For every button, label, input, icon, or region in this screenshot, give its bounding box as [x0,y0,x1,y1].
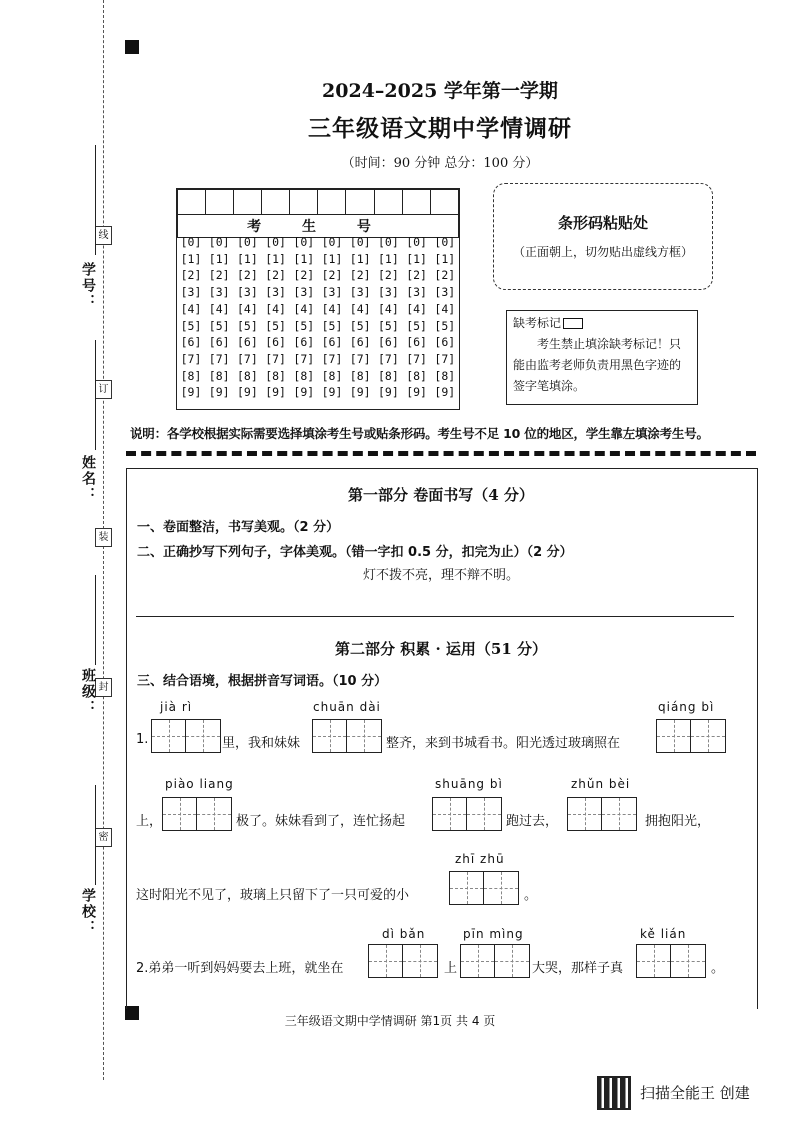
pinyin-zhizhu: zhī zhū [455,852,505,866]
digit-bubble[interactable]: [9] [293,385,315,400]
digit-bubble[interactable]: [0] [237,235,258,249]
digit-bubble[interactable]: [8] [237,368,258,383]
answer-boxes[interactable] [567,797,637,831]
digit-bubble[interactable]: [0] [265,235,286,249]
digit-bubble[interactable]: [2] [265,268,286,283]
digit-bubble[interactable]: [1] [293,251,315,266]
digit-bubble[interactable]: [6] [265,335,286,350]
digit-bubble[interactable]: [2] [321,268,343,283]
student-id-field[interactable] [95,145,97,255]
digit-bubble[interactable]: [4] [265,301,286,316]
digit-bubble[interactable]: [0] [180,235,202,249]
digit-bubble[interactable]: [6] [349,335,371,350]
name-label: 姓名： [80,455,96,503]
barcode-title: 条形码粘贴处 [557,214,648,232]
answer-boxes[interactable] [162,797,232,831]
digit-bubble[interactable]: [3] [378,285,399,300]
digit-bubble[interactable]: [8] [434,368,456,383]
digit-bubble[interactable]: [5] [208,318,230,333]
writing-line[interactable] [136,616,734,617]
sentence-text: 2.弟弟一听到妈妈要去上班，就坐在 [136,961,344,976]
digit-bubble[interactable]: [1] [378,251,399,266]
digit-bubble[interactable]: [9] [349,385,371,400]
digit-bubble[interactable]: [5] [321,318,343,333]
digit-bubble[interactable]: [2] [406,268,427,283]
exam-number-grid[interactable] [176,188,460,410]
digit-bubble[interactable]: [5] [406,318,427,333]
exam-number-column[interactable] [318,234,346,401]
digit-bubble[interactable]: [2] [180,268,202,283]
qr-code-icon [597,1076,631,1110]
digit-bubble[interactable]: [1] [349,251,371,266]
digit-bubble[interactable]: [4] [378,301,399,316]
digit-bubble[interactable]: [0] [378,235,399,249]
digit-bubble[interactable]: [8] [293,368,315,383]
page-title: 三年级语文期中学情调研 [308,115,572,142]
item-number: 1. [136,732,149,747]
digit-bubble[interactable]: [3] [321,285,343,300]
sentence-text: 这时阳光不见了，玻璃上只留下了一只可爱的小 [136,888,410,903]
year-term: 2024–2025 学年第一学期 [322,80,558,102]
digit-bubble[interactable]: [7] [406,351,427,366]
digit-bubble[interactable]: [5] [378,318,399,333]
scanner-watermark: 扫描全能王 创建 [640,1084,750,1102]
digit-bubble[interactable]: [1] [237,251,258,266]
sentence-text: 。 [711,961,725,976]
sentence-text: 拥抱阳光， [645,814,711,829]
digit-bubble[interactable]: [6] [321,335,343,350]
instruction-note: 说明：各学校根据实际需要选择填涂考生号或贴条形码。考生号不足 10 位的地区，学生靠左填涂考生号。 [130,426,709,441]
digit-bubble[interactable]: [1] [434,251,456,266]
digit-bubble[interactable]: [8] [265,368,286,383]
digit-bubble[interactable]: [6] [237,335,258,350]
digit-bubble[interactable]: [3] [265,285,286,300]
absent-box [506,310,698,405]
digit-bubble[interactable]: [2] [293,268,315,283]
digit-bubble[interactable]: [9] [265,385,286,400]
digit-bubble[interactable]: [1] [406,251,427,266]
answer-boxes[interactable] [368,944,438,978]
pinyin-shuangbi: shuāng bì [435,777,503,791]
digit-bubble[interactable]: [7] [208,351,230,366]
answer-boxes[interactable] [432,797,502,831]
sentence-text: 整齐，来到书城看书。阳光透过玻璃照在 [386,736,621,751]
pinyin-qiangbi: qiáng bì [658,700,715,714]
sentence-text: 上 [444,961,458,976]
digit-bubble[interactable]: [9] [237,385,258,400]
sentence-text: 极了。妹妹看到了，连忙扬起 [236,814,406,829]
sentence-text: 。 [524,888,538,903]
digit-bubble[interactable]: [1] [180,251,202,266]
digit-bubble[interactable]: [7] [265,351,286,366]
digit-bubble[interactable]: [2] [434,268,456,283]
digit-bubble[interactable]: [1] [265,251,286,266]
digit-bubble[interactable]: [6] [293,335,315,350]
digit-bubble[interactable]: [5] [434,318,456,333]
class-label: 班级： [80,668,96,716]
digit-bubble[interactable]: [9] [434,385,456,400]
answer-boxes[interactable] [312,719,382,753]
digit-bubble[interactable]: [2] [378,268,399,283]
digit-bubble[interactable]: [8] [180,368,202,383]
digit-bubble[interactable]: [0] [434,235,456,249]
digit-bubble[interactable]: [6] [378,335,399,350]
digit-bubble[interactable]: [9] [406,385,427,400]
digit-bubble[interactable]: [3] [237,285,258,300]
binding-mark: 线 [95,226,112,245]
binding-mark: 装 [95,528,112,547]
question-1: 一、卷面整洁，书写美观。（2 分） [137,520,340,535]
digit-bubble[interactable]: [4] [237,301,258,316]
part1-title: 第一部分 卷面书写（4 分） [348,486,534,504]
exam-number-column[interactable] [262,234,290,401]
digit-bubble[interactable]: [4] [208,301,230,316]
barcode-hint: （正面朝上，切勿贴出虚线方框） [512,245,693,259]
section-divider [126,451,756,456]
binding-mark: 订 [95,380,112,399]
exam-number-column[interactable] [233,234,261,401]
digit-bubble[interactable]: [2] [208,268,230,283]
exam-number-column[interactable] [374,234,402,401]
binding-mark: 封 [95,678,112,697]
time-info: （时间：90 分钟 总分：100 分） [341,156,539,171]
digit-bubble[interactable]: [5] [265,318,286,333]
digit-bubble[interactable]: [1] [321,251,343,266]
digit-bubble[interactable]: [6] [406,335,427,350]
part2-title: 第二部分 积累 · 运用（51 分） [335,640,547,658]
digit-bubble[interactable]: [4] [349,301,371,316]
answer-boxes[interactable] [656,719,726,753]
digit-bubble[interactable]: [0] [208,235,230,249]
pinyin-zhunbei: zhǔn bèi [571,777,631,791]
digit-bubble[interactable]: [3] [293,285,315,300]
sentence-text: 跑过去， [506,814,559,829]
digit-bubble[interactable]: [5] [349,318,371,333]
digit-bubble[interactable]: [6] [208,335,230,350]
pinyin-pinming: pīn mìng [463,927,524,941]
digit-bubble[interactable]: [3] [208,285,230,300]
digit-bubble[interactable]: [4] [321,301,343,316]
digit-bubble[interactable]: [8] [406,368,427,383]
digit-bubble[interactable]: [9] [180,385,202,400]
digit-bubble[interactable]: [9] [378,385,399,400]
digit-bubble[interactable]: [7] [321,351,343,366]
copy-sentence: 灯不拨不亮，理不辩不明。 [362,568,519,583]
answer-boxes[interactable] [460,944,530,978]
absent-checkbox[interactable] [563,318,583,329]
digit-bubble[interactable]: [7] [378,351,399,366]
name-field[interactable] [95,340,97,450]
absent-text: 考生禁止填涂缺考标记！只能由监考老师负责用黑色字迹的签字笔填涂。 [513,337,682,393]
class-field[interactable] [95,575,97,665]
digit-bubble[interactable]: [4] [293,301,315,316]
digit-bubble[interactable]: [6] [434,335,456,350]
exam-number-label: 考 生 号 [178,215,459,238]
digit-bubble[interactable]: [5] [237,318,258,333]
question-3: 三、结合语境，根据拼音写词语。（10 分） [137,674,388,689]
digit-bubble[interactable]: [8] [208,368,230,383]
digit-bubble[interactable]: [4] [180,301,202,316]
pinyin-chuandai: chuān dài [313,700,381,714]
digit-bubble[interactable]: [8] [321,368,343,383]
binding-mark: 密 [95,828,112,847]
exam-number-column[interactable] [177,234,205,401]
answer-boxes[interactable] [449,871,519,905]
digit-bubble[interactable]: [4] [406,301,427,316]
pinyin-piaoliang: piào liang [165,777,234,791]
pinyin-jiari: jià rì [160,700,193,714]
digit-bubble[interactable]: [0] [349,235,371,249]
digit-bubble[interactable]: [3] [180,285,202,300]
digit-bubble[interactable]: [7] [237,351,258,366]
student-id-label: 学号： [80,262,96,310]
digit-bubble[interactable]: [0] [293,235,315,249]
pinyin-kelian: kě lián [640,927,687,941]
digit-bubble[interactable]: [2] [237,268,258,283]
digit-bubble[interactable]: [5] [180,318,202,333]
digit-bubble[interactable]: [7] [434,351,456,366]
school-label: 学校： [80,888,96,936]
absent-label: 缺考标记 [513,316,562,330]
school-field[interactable] [95,785,97,885]
registration-mark [125,40,139,54]
question-2: 二、正确抄写下列句子，字体美观。（错一字扣 0.5 分，扣完为止）（2 分） [137,545,573,560]
exam-number-column[interactable] [431,234,459,401]
sentence-text: 大哭，那样子真 [532,961,624,976]
digit-bubble[interactable]: [9] [321,385,343,400]
digit-bubble[interactable]: [3] [406,285,427,300]
digit-bubble[interactable]: [3] [349,285,371,300]
sentence-text: 里，我和妹妹 [222,736,301,751]
digit-bubble[interactable]: [0] [321,235,343,249]
digit-bubble[interactable]: [8] [378,368,399,383]
page-footer: 三年级语文期中学情调研 第1页 共 4 页 [284,1014,496,1028]
exam-number-column[interactable] [346,234,374,401]
exam-number-column[interactable] [290,234,318,401]
digit-bubble[interactable]: [1] [208,251,230,266]
digit-bubble[interactable]: [4] [434,301,456,316]
digit-bubble[interactable]: [7] [349,351,371,366]
digit-bubble[interactable]: [6] [180,335,202,350]
exam-number-column[interactable] [205,234,233,401]
digit-bubble[interactable]: [2] [349,268,371,283]
digit-bubble[interactable]: [3] [434,285,456,300]
answer-boxes[interactable] [151,719,221,753]
digit-bubble[interactable]: [5] [293,318,315,333]
digit-bubble[interactable]: [8] [349,368,371,383]
exam-number-column[interactable] [403,234,431,401]
sentence-text: 上， [136,814,163,829]
answer-boxes[interactable] [636,944,706,978]
digit-bubble[interactable]: [9] [208,385,230,400]
digit-bubble[interactable]: [7] [180,351,202,366]
digit-bubble[interactable]: [0] [406,235,427,249]
digit-bubble[interactable]: [7] [293,351,315,366]
barcode-area [493,183,713,290]
pinyin-diban: dì bǎn [382,927,426,941]
